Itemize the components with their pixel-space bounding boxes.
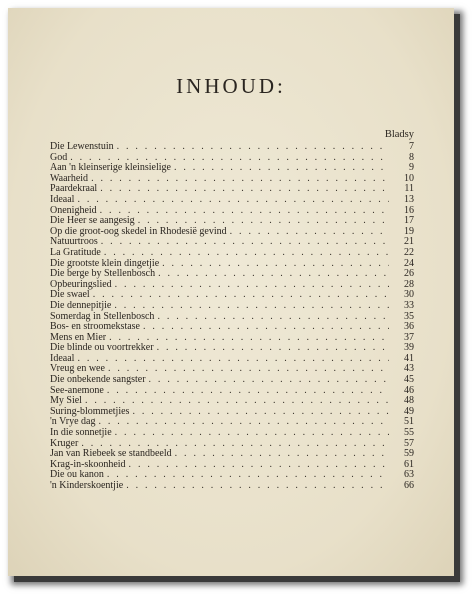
toc-entry-title: See-anemone	[50, 384, 104, 396]
toc-entry-page: 43	[404, 363, 414, 375]
toc-entry	[50, 460, 414, 471]
toc-entry-title: Waarheid	[50, 172, 89, 184]
toc-entry-page: 30	[404, 289, 414, 301]
toc-entry-page: 46	[404, 384, 414, 396]
toc-entry-title: Die berge by Stellenbosch	[50, 268, 156, 280]
toc-entry-title: Somerdag in Stellenbosch	[50, 310, 155, 322]
dot-leader	[158, 269, 389, 280]
toc-entry-page: 19	[404, 225, 414, 237]
toc-entry-title: In die sonnetjie	[50, 427, 112, 439]
dot-leader	[107, 470, 389, 481]
toc-entry-page: 13	[404, 193, 414, 205]
toc-entry	[50, 375, 414, 386]
toc-entry	[50, 386, 414, 397]
toc-entry	[50, 195, 414, 206]
book-page	[8, 8, 454, 576]
dot-leader	[104, 248, 389, 259]
toc-entry-page: 45	[404, 374, 414, 386]
toc-entry-page: 22	[404, 246, 414, 258]
toc-entry-title: 'n Kinderskoentjie	[50, 480, 124, 491]
toc-entry-page: 37	[404, 331, 414, 343]
toc-entry-title: Opbeuringslied	[50, 278, 112, 290]
dot-leader	[100, 206, 389, 217]
toc-entry-title: 'n Vrye dag	[50, 416, 96, 428]
toc-entry-page: 33	[404, 299, 414, 311]
dot-leader	[101, 237, 389, 248]
toc-entry-page: 24	[404, 257, 414, 269]
dot-leader	[143, 322, 389, 333]
toc-entry-title: Ideaal	[50, 193, 75, 205]
toc-entry	[50, 343, 414, 354]
toc-entry-title: Suring-blommetjies	[50, 405, 130, 417]
toc-entry	[50, 280, 414, 291]
dot-leader	[175, 449, 389, 460]
toc-entry-page: 16	[404, 204, 414, 216]
toc-entry-title: Die onbekende sangster	[50, 374, 146, 386]
dot-leader	[157, 343, 389, 354]
toc-entry-title: Aan 'n kleinserige kleinsielige	[50, 162, 171, 174]
toc-entry-page: 36	[404, 321, 414, 333]
dot-leader	[129, 460, 389, 471]
toc-entry-page: 7	[409, 141, 414, 152]
toc-entry	[50, 227, 414, 238]
toc-entry-title: My Siel	[50, 395, 82, 407]
toc-entry-page: 61	[404, 458, 414, 470]
dot-leader	[91, 174, 389, 185]
page-column-header: Bladsy	[384, 129, 414, 140]
dot-leader	[77, 354, 389, 365]
toc-entry	[50, 237, 414, 248]
dot-leader	[230, 227, 389, 238]
table-of-contents	[50, 142, 414, 492]
toc-entry	[50, 301, 414, 312]
toc-entry-title: Natuurtroos	[50, 236, 98, 248]
toc-entry-page: 63	[404, 469, 414, 481]
toc-entry-title: Vreug en wee	[50, 363, 105, 375]
toc-entry-title: Die Heer se aangesig	[50, 215, 135, 227]
toc-entry-title: Mens en Mier	[50, 331, 107, 343]
dot-leader	[98, 417, 389, 428]
dot-leader	[100, 184, 389, 195]
toc-entry-title: Kruger	[50, 437, 79, 449]
toc-entry	[50, 163, 414, 174]
toc-entry	[50, 174, 414, 185]
toc-entry-page: 48	[404, 395, 414, 407]
toc-entry-page: 41	[404, 352, 414, 364]
dot-leader	[114, 301, 389, 312]
toc-entry-title: Ideaal	[50, 352, 75, 364]
dot-leader	[85, 396, 389, 407]
toc-entry-page: 17	[404, 215, 414, 227]
toc-entry-title: Op die groot-oog skedel in Rhodesië gevind	[50, 225, 227, 237]
toc-entry-page: 39	[404, 342, 414, 354]
toc-entry-page: 11	[404, 183, 414, 195]
dot-leader	[126, 481, 389, 492]
toc-entry	[50, 481, 414, 492]
toc-entry-page: 26	[404, 268, 414, 280]
toc-entry-title: Paardekraal	[50, 183, 98, 195]
toc-entry-page: 59	[404, 448, 414, 460]
dot-leader	[162, 259, 389, 270]
toc-entry-title: God	[50, 151, 68, 163]
toc-entry-title: La Gratitude	[50, 246, 101, 258]
toc-entry	[50, 407, 414, 418]
toc-entry	[50, 142, 414, 153]
toc-entry-page: 49	[404, 405, 414, 417]
toc-entry-page: 28	[404, 278, 414, 290]
dot-leader	[132, 407, 389, 418]
page-title: INHOUD:	[176, 74, 286, 98]
toc-entry-title: Krag-in-skoonheid	[50, 458, 126, 470]
toc-entry-title: Die ou kanon	[50, 469, 104, 481]
toc-entry-page: 57	[404, 437, 414, 449]
toc-entry	[50, 248, 414, 259]
dot-leader	[93, 290, 389, 301]
dot-leader	[149, 375, 389, 386]
dot-leader	[174, 163, 389, 174]
toc-entry-page: 35	[404, 310, 414, 322]
dot-leader	[77, 195, 389, 206]
toc-entry-title: Die Lewenstuin	[50, 141, 114, 152]
dot-leader	[157, 312, 389, 323]
dot-leader	[115, 428, 389, 439]
toc-entry-page: 9	[409, 162, 414, 174]
toc-entry-page: 8	[409, 151, 414, 163]
toc-entry-title: Onenigheid	[50, 204, 97, 216]
dot-leader	[107, 386, 389, 397]
toc-entry-title: Die swael	[50, 289, 90, 301]
dot-leader	[108, 364, 389, 375]
toc-entry-title: Bos- en stroomekstase	[50, 321, 140, 333]
toc-entry-page: 51	[404, 416, 414, 428]
toc-entry-title: Die blinde ou voortrekker	[50, 342, 154, 354]
toc-entry-title: Jan van Riebeek se standbeeld	[50, 448, 172, 460]
toc-entry	[50, 428, 414, 439]
dot-leader	[117, 142, 389, 153]
toc-entry	[50, 184, 414, 195]
toc-entry-page: 21	[404, 236, 414, 248]
toc-entry-page: 55	[404, 427, 414, 439]
toc-entry-title: Die dennepitjie	[50, 299, 112, 311]
toc-entry-page: 10	[404, 172, 414, 184]
dot-leader	[115, 280, 389, 291]
toc-entry-page: 66	[404, 480, 414, 491]
toc-entry-title: Die grootste klein dingetjie	[50, 257, 160, 269]
